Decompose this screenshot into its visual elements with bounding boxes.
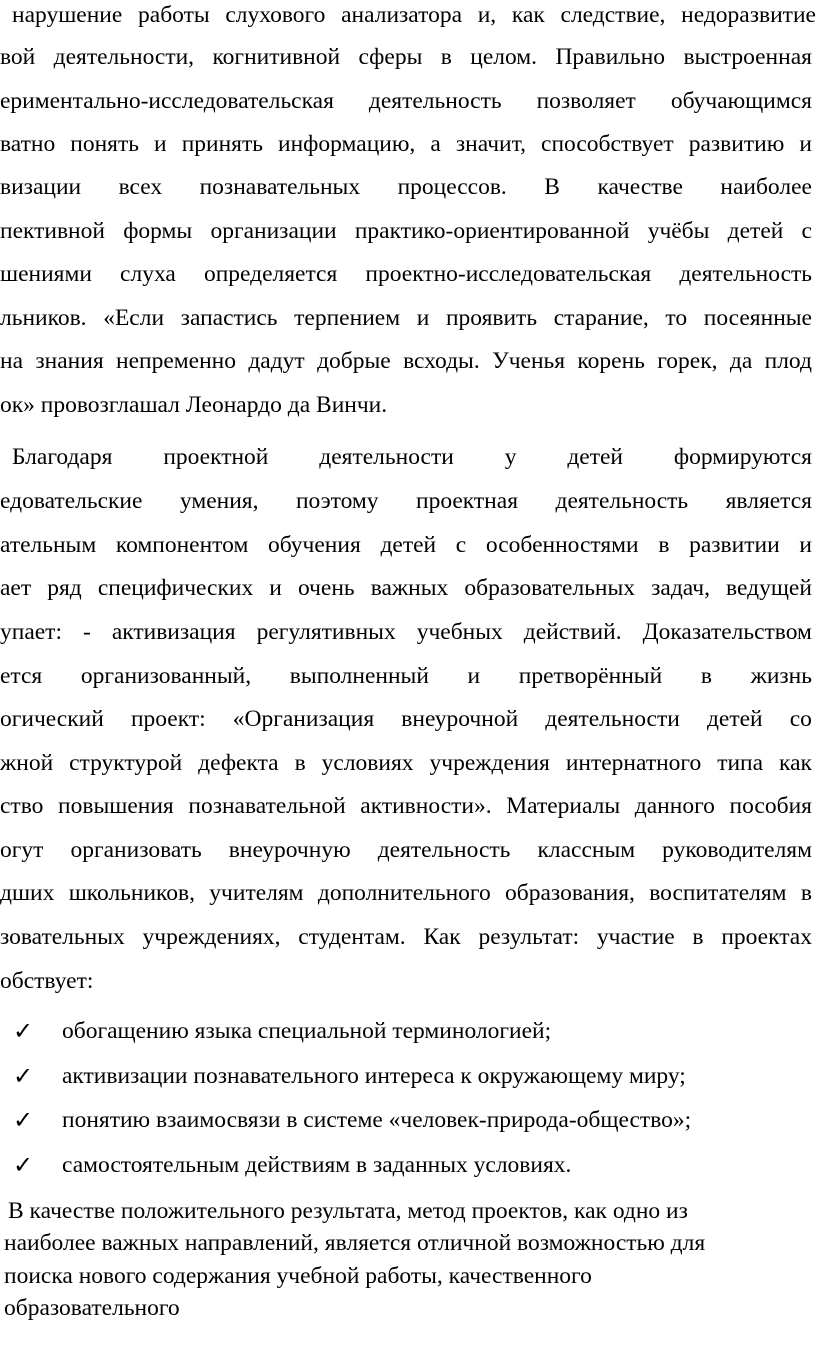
text-line: жной структурой дефекта в условиях учреждения интернатного типа как [0,750,812,776]
text-line: Благодаря проектной деятельности у детей формируются [12,444,812,470]
text-line: В качестве положительного результата, метод проектов, как одно из [8,1198,688,1224]
checklist-item-label: обогащению языка специальной терминологией; [62,1018,552,1044]
text-line: огут организовать внеурочную деятельность классным руководителям [0,837,812,863]
text-line: ство повышения познавательной активности». Материалы данного пособия [0,793,812,819]
text-line: ает ряд специфических и очень важных образовательных задач, ведущей [0,575,812,601]
check-mark-icon: ✓ [13,1062,34,1090]
text-line: поиска нового содержания учебной работы, качественного [4,1263,592,1289]
text-line: ериментально-исследовательская деятельность позволяет обучающимся [0,88,812,114]
checklist-item-label: понятию взаимосвязи в системе «человек-природа-общество»; [62,1107,692,1133]
text-line: дших школьников, учителям дополнительного образования, воспитателям в [0,880,812,906]
text-line: огический проект: «Организация внеурочной деятельности детей со [0,706,812,732]
checklist-item-label: самостоятельным действиям в заданных условиях. [62,1152,572,1178]
text-line: зовательных учреждениях, студентам. Как результат: участие в проектах [0,924,812,950]
text-line: пективной формы организации практико-ориентированной учёбы детей с [0,218,812,244]
text-line: ательным компонентом обучения детей с особенностями в развитии и [0,532,812,558]
text-line: образовательного [4,1295,180,1321]
text-line: обствует: [0,968,94,994]
text-line: нарушение работы слухового анализатора и, как следствие, недоразвитие [12,2,816,28]
check-mark-icon: ✓ [13,1151,34,1179]
text-line: ватно понять и принять информацию, а значит, способствует развитию и [0,131,812,157]
text-line: вой деятельности, когнитивной сферы в целом. Правильно выстроенная [0,44,812,70]
text-line: ется организованный, выполненный и претворённый в жизнь [0,663,812,689]
text-line: упает: - активизация регулятивных учебных действий. Доказательством [0,619,812,645]
checklist-item-label: активизации познавательного интереса к окружающему миру; [62,1063,686,1089]
check-mark-icon: ✓ [13,1017,34,1045]
check-mark-icon: ✓ [13,1106,34,1134]
text-line: наиболее важных направлений, является отличной возможностью для [4,1230,706,1256]
text-line: на знания непременно дадут добрые всходы. Ученья корень горек, да плод [0,348,812,374]
text-line: шениями слуха определяется проектно-исследовательская деятельность [0,261,812,287]
text-line: визации всех познавательных процессов. В качестве наиболее [0,174,812,200]
text-line: льников. «Если запастись терпением и проявить старание, то посеянные [0,305,812,331]
text-line: ок» провозглашал Леонардо да Винчи. [0,392,388,418]
text-line: едовательские умения, поэтому проектная деятельность является [0,488,812,514]
